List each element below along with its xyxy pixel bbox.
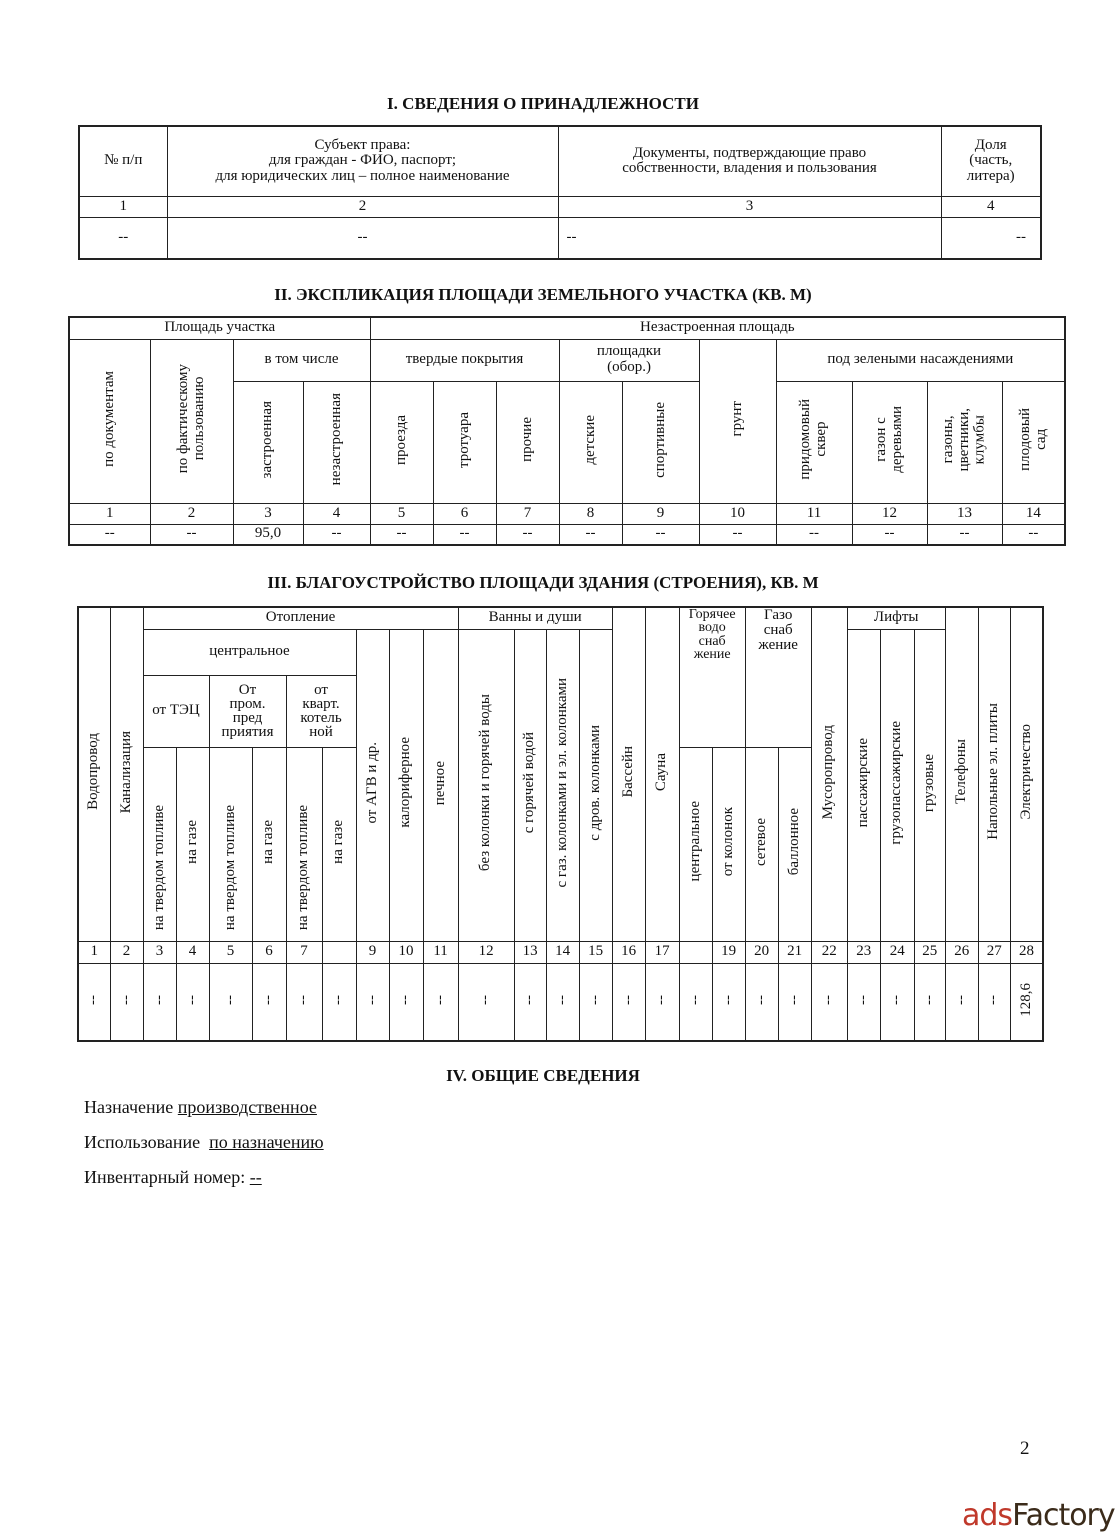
- section-1-title: I. СВЕДЕНИЯ О ПРИНАДЛЕЖНОСТИ: [387, 94, 699, 113]
- table-cell: --: [778, 963, 811, 1041]
- ownership-table: [78, 125, 1042, 260]
- group-gas-supply: Газо снаб жение: [745, 607, 811, 747]
- header-share: Доля (часть, литера): [941, 126, 1041, 196]
- table-cell: --: [433, 524, 496, 545]
- col-driveways: проезда: [370, 381, 433, 503]
- table-cell: --: [322, 963, 356, 1041]
- table-cell: --: [645, 963, 679, 1041]
- col-built: застроенная: [233, 381, 303, 503]
- col-water: Водопровод: [78, 607, 110, 941]
- table-cell: --: [945, 963, 978, 1041]
- col-kvart-gas: на газе: [322, 747, 356, 941]
- inventory-label: Инвентарный номер:: [84, 1167, 246, 1187]
- amenities-table: [77, 606, 1044, 1042]
- table-cell: --: [612, 963, 645, 1041]
- col-by-documents: по документам: [69, 339, 150, 503]
- section-2-title: II. ЭКСПЛИКАЦИЯ ПЛОЩАДИ ЗЕМЕЛЬНОГО УЧАСТКА (КВ. М): [274, 285, 812, 304]
- col-stove: печное: [423, 629, 458, 941]
- table-cell: --: [356, 963, 389, 1041]
- col-number: 7: [496, 503, 559, 524]
- table-cell: --: [496, 524, 559, 545]
- use-value: по назначению: [209, 1132, 324, 1152]
- table-cell: --: [1002, 524, 1065, 545]
- table-cell: --: [927, 524, 1002, 545]
- page-number: 2: [1020, 1438, 1030, 1459]
- col-number: 2: [167, 196, 558, 217]
- col-number: 3: [233, 503, 303, 524]
- col-number: 2: [150, 503, 233, 524]
- col-number: [322, 941, 356, 963]
- col-number: 6: [252, 941, 286, 963]
- col-number: 17: [645, 941, 679, 963]
- group-green: под зелеными насаждениями: [776, 339, 1065, 381]
- table-cell: --: [622, 524, 699, 545]
- col-number: 9: [356, 941, 389, 963]
- col-bath-no-heater: без колонки и горячей воды: [458, 629, 514, 941]
- col-sports: спортивные: [622, 381, 699, 503]
- table-cell: --: [699, 524, 776, 545]
- col-prom-solid: на твердом топливе: [209, 747, 252, 941]
- table-cell: --: [209, 963, 252, 1041]
- table-cell: --: [941, 217, 1041, 259]
- col-number: 8: [559, 503, 622, 524]
- col-number: 10: [699, 503, 776, 524]
- col-bath-gas-heaters: с газ. колонками и эл. колонками: [546, 629, 579, 941]
- table-cell: --: [546, 963, 579, 1041]
- table-cell: --: [712, 963, 745, 1041]
- table-cell: --: [847, 963, 880, 1041]
- group-heating: Отопление: [143, 607, 458, 629]
- col-number: 28: [1010, 941, 1043, 963]
- col-number: 1: [69, 503, 150, 524]
- table-cell: --: [514, 963, 546, 1041]
- group-hot-water: Горячее водо снаб жение: [679, 607, 745, 747]
- use-line: [84, 1132, 324, 1153]
- col-pool: Бассейн: [612, 607, 645, 941]
- group-lifts: Лифты: [847, 607, 945, 629]
- col-number: 2: [110, 941, 143, 963]
- table-cell: --: [978, 963, 1010, 1041]
- group-from-industry: От пром. пред приятия: [209, 675, 286, 747]
- table-cell: --: [69, 524, 150, 545]
- col-number: 25: [914, 941, 945, 963]
- col-number: 6: [433, 503, 496, 524]
- group-baths: Ванны и души: [458, 607, 612, 629]
- table-cell: --: [776, 524, 852, 545]
- header-documents: Документы, подтверждающие право собственности, владения и пользования: [558, 126, 941, 196]
- table-cell: --: [167, 217, 558, 259]
- col-number: 23: [847, 941, 880, 963]
- col-other: прочие: [496, 381, 559, 503]
- col-lift-passenger: пассажирские: [847, 629, 880, 941]
- col-number: 22: [811, 941, 847, 963]
- col-agv: от АГВ и др.: [356, 629, 389, 941]
- inventory-value: --: [249, 1167, 262, 1187]
- col-prom-gas: на газе: [252, 747, 286, 941]
- col-number: 14: [1002, 503, 1065, 524]
- col-number: [679, 941, 712, 963]
- group-including: в том числе: [233, 339, 370, 381]
- header-subject: Субъект права: для граждан - ФИО, паспорт; для юридических лиц – полное наименование: [167, 126, 558, 196]
- col-calorifer: калориферное: [389, 629, 423, 941]
- col-number: 1: [78, 941, 110, 963]
- col-garbage-chute: Мусоропровод: [811, 607, 847, 941]
- col-actual-use: по фактическому пользованию: [150, 339, 233, 503]
- group-plot-area: Площадь участка: [69, 317, 370, 339]
- section-3-title: III. БЛАГОУСТРОЙСТВО ПЛОЩАДИ ЗДАНИЯ (СТРОЕНИЯ), КВ. М: [267, 573, 819, 592]
- col-flowerbeds: газоны, цветники, клумбы: [927, 381, 1002, 503]
- col-number: 14: [546, 941, 579, 963]
- col-yard-square: придомовый сквер: [776, 381, 852, 503]
- inventory-line: [84, 1167, 262, 1188]
- table-cell: --: [78, 963, 110, 1041]
- table-cell: --: [370, 524, 433, 545]
- col-hw-heaters: от колонок: [712, 747, 745, 941]
- header-num: № п/п: [79, 126, 167, 196]
- col-number: 11: [776, 503, 852, 524]
- col-number: 3: [558, 196, 941, 217]
- col-number: 16: [612, 941, 645, 963]
- table-cell: --: [143, 963, 176, 1041]
- table-cell: --: [579, 963, 612, 1041]
- table-cell: --: [389, 963, 423, 1041]
- purpose-line: [84, 1097, 317, 1118]
- col-number: 10: [389, 941, 423, 963]
- col-hw-central: центральное: [679, 747, 712, 941]
- land-table: [68, 316, 1066, 546]
- table-cell: 95,0: [233, 524, 303, 545]
- group-hard-surfaces: твердые покрытия: [370, 339, 559, 381]
- group-playgrounds: площадки (обор.): [559, 339, 699, 381]
- col-number: 27: [978, 941, 1010, 963]
- col-sewer: Канализация: [110, 607, 143, 941]
- col-number: 4: [303, 503, 370, 524]
- table-cell: --: [303, 524, 370, 545]
- col-lift-cargo: грузовые: [914, 629, 945, 941]
- col-number: 9: [622, 503, 699, 524]
- table-cell: --: [852, 524, 927, 545]
- table-cell: --: [150, 524, 233, 545]
- purpose-value: производственное: [177, 1097, 317, 1117]
- table-cell-electricity: 128,6: [1010, 963, 1043, 1041]
- col-number: 7: [286, 941, 322, 963]
- col-lawn-trees: газон с деревьями: [852, 381, 927, 503]
- col-number: 13: [927, 503, 1002, 524]
- table-cell: --: [880, 963, 914, 1041]
- col-number: 21: [778, 941, 811, 963]
- table-cell: --: [559, 524, 622, 545]
- table-cell: --: [79, 217, 167, 259]
- col-number: 4: [941, 196, 1041, 217]
- table-cell: --: [745, 963, 778, 1041]
- table-cell: --: [252, 963, 286, 1041]
- group-from-tec: от ТЭЦ: [143, 675, 209, 747]
- col-number: 11: [423, 941, 458, 963]
- group-undeveloped: Незастроенная площадь: [370, 317, 1065, 339]
- col-number: 12: [852, 503, 927, 524]
- col-lift-cargo-passenger: грузопассажирские: [880, 629, 914, 941]
- col-gas-cylinder: баллонное: [778, 747, 811, 941]
- col-number: 1: [79, 196, 167, 217]
- col-tec-gas: на газе: [176, 747, 209, 941]
- col-sidewalks: тротуара: [433, 381, 496, 503]
- col-ground: грунт: [699, 339, 776, 503]
- col-kvart-solid: на твердом топливе: [286, 747, 322, 941]
- table-cell: --: [110, 963, 143, 1041]
- watermark-part1: ads: [962, 1498, 1013, 1533]
- col-number: 24: [880, 941, 914, 963]
- col-number: 20: [745, 941, 778, 963]
- purpose-label: Назначение: [84, 1097, 174, 1117]
- use-label: Использование: [84, 1132, 201, 1152]
- col-floor-plates: Напольные эл. плиты: [978, 607, 1010, 941]
- col-gas-network: сетевое: [745, 747, 778, 941]
- table-cell: --: [914, 963, 945, 1041]
- table-cell: --: [558, 217, 941, 259]
- col-electricity: Электричество: [1010, 607, 1043, 941]
- col-number: 5: [209, 941, 252, 963]
- group-central: центральное: [143, 629, 356, 675]
- table-cell: --: [679, 963, 712, 1041]
- table-cell: --: [811, 963, 847, 1041]
- table-cell: --: [458, 963, 514, 1041]
- col-orchard: плодовый сад: [1002, 381, 1065, 503]
- col-number: 12: [458, 941, 514, 963]
- watermark-part2: Factory: [1012, 1498, 1115, 1533]
- col-sauna: Сауна: [645, 607, 679, 941]
- col-number: 13: [514, 941, 546, 963]
- col-children: детские: [559, 381, 622, 503]
- col-tec-solid: на твердом топливе: [143, 747, 176, 941]
- table-cell: --: [286, 963, 322, 1041]
- col-number: 19: [712, 941, 745, 963]
- col-number: 15: [579, 941, 612, 963]
- group-from-boiler: от кварт. котель ной: [286, 675, 356, 747]
- col-bath-wood-heaters: с дров. колонками: [579, 629, 612, 941]
- section-4-title: IV. ОБЩИЕ СВЕДЕНИЯ: [446, 1066, 640, 1085]
- table-cell: --: [176, 963, 209, 1041]
- col-number: 26: [945, 941, 978, 963]
- table-cell: --: [423, 963, 458, 1041]
- col-number: 3: [143, 941, 176, 963]
- col-number: 5: [370, 503, 433, 524]
- col-number: 4: [176, 941, 209, 963]
- watermark-logo: [962, 1498, 1115, 1533]
- col-unbuilt: незастроенная: [303, 381, 370, 503]
- col-bath-hot-water: с горячей водой: [514, 629, 546, 941]
- col-phones: Телефоны: [945, 607, 978, 941]
